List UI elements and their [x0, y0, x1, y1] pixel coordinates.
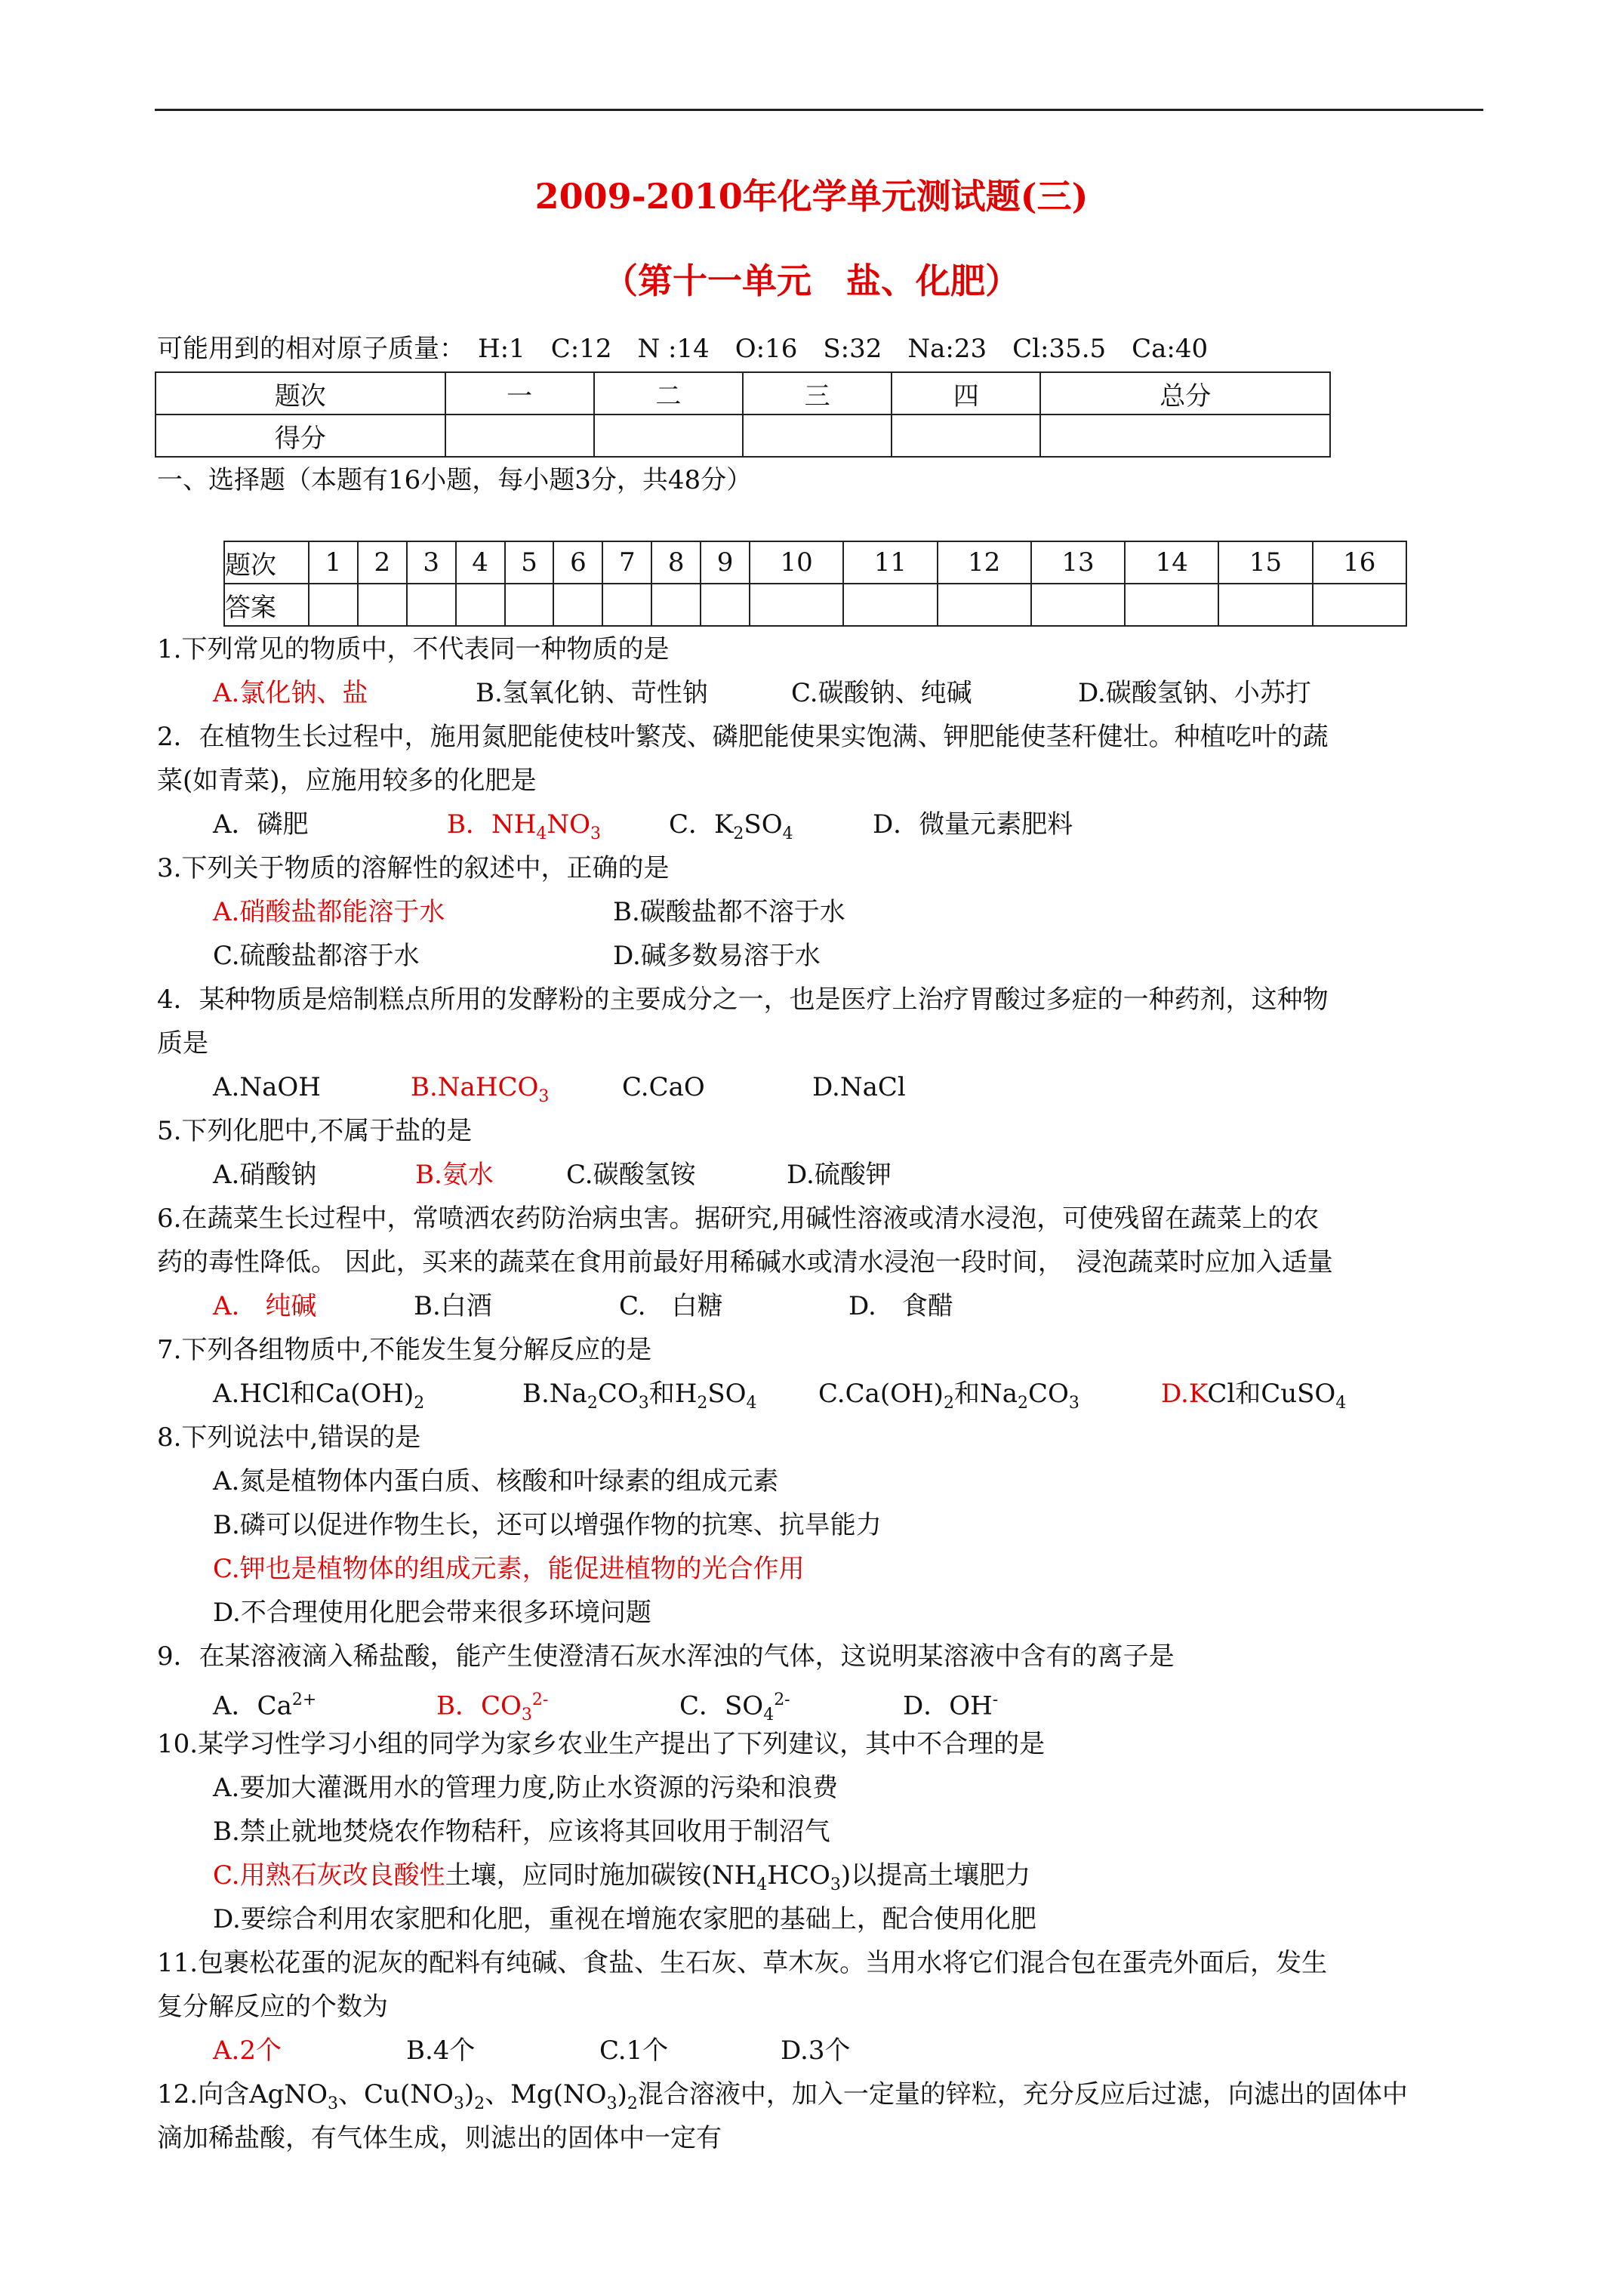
q7-option-c-text: C.Ca(OH): [818, 1379, 944, 1409]
q9-option-c: [679, 1684, 903, 1732]
q5-option-d: D.硫酸钾: [787, 1160, 892, 1190]
page-subtitle: （第十一单元 盐、化肥）: [603, 260, 1020, 301]
q10-option-a: A.要加大灌溉用水的管理力度,防止水资源的污染和浪费: [213, 1773, 839, 1803]
q4-stem-line2: 质是: [157, 1028, 208, 1059]
answer-table-row: [224, 584, 1406, 626]
q10-option-c-text: C.用熟石灰改良酸性: [213, 1860, 445, 1891]
q7-option-b: [522, 1377, 818, 1420]
q7-option-c-sub: 2: [943, 1393, 954, 1413]
q4-stem-line1: 4．某种物质是焙制糕点所用的发酵粉的主要成分之一，也是医疗上治疗胃酸过多症的一种药剂，这种物: [157, 985, 1329, 1015]
answer-cell: [1313, 584, 1406, 626]
answer-number-cell: 5: [505, 541, 554, 584]
q4-option-b-sub: 3: [538, 1086, 550, 1106]
q12-stem-line1: [157, 2078, 1408, 2121]
q9-option-a-sup: 2+: [291, 1690, 317, 1709]
q6-option-c: C. 白糖: [619, 1291, 723, 1321]
q2-options: [213, 808, 1073, 851]
q9-option-a-text: A．Ca: [213, 1690, 292, 1721]
q7-option-d-sub: 4: [1335, 1393, 1347, 1413]
q7-option-a-text: A.HCl和Ca(OH): [213, 1379, 414, 1409]
q12-text: 、Cu(NO: [338, 2079, 454, 2110]
q4-option-a: A.NaOH: [213, 1072, 321, 1102]
q7-option-b-sub: 4: [746, 1393, 757, 1413]
answer-number-cell: 1: [309, 541, 358, 584]
q3-option-a: A.硝酸盐都能溶于水: [213, 897, 445, 927]
answer-number-cell: 15: [1218, 541, 1312, 584]
q2-option-c-text: C．K: [669, 809, 734, 840]
q9-option-d-sup: -: [992, 1690, 999, 1709]
q9-options: [213, 1684, 998, 1732]
q9-option-b: [436, 1684, 679, 1732]
q7-option-b-text: CO: [597, 1379, 639, 1409]
answer-cell: [701, 584, 750, 626]
answer-cell: [1031, 584, 1125, 626]
score-header-cell: 总分: [1040, 372, 1330, 415]
q8-option-d: D.不合理使用化肥会带来很多环境问题: [213, 1598, 651, 1628]
q10-option-c: [213, 1859, 1030, 1902]
q6-stem-line2: 药的毒性降低。 因此，买来的蔬菜在食用前最好用稀碱水或清水浸泡一段时间， 浸泡蔬菜时应加入适量: [157, 1247, 1333, 1277]
q11-option-b: B.4个: [406, 2036, 476, 2066]
q7-stem: 7.下列各组物质中,不能发生复分解反应的是: [157, 1335, 652, 1365]
q10-option-d: D.要综合利用农家肥和化肥，重视在增施农家肥的基础上，配合使用化肥: [213, 1904, 1036, 1934]
q12-sub: 3: [606, 2094, 617, 2113]
q2-option-b-text: NO: [547, 809, 591, 840]
q11-option-c: C.1个: [599, 2036, 669, 2066]
score-cell: [743, 415, 892, 457]
q3-options-row2: [213, 939, 821, 972]
q2-option-b-sub: 3: [590, 824, 602, 843]
q11-option-a: A.2个: [213, 2036, 282, 2066]
q7-option-b-sub: 2: [587, 1393, 598, 1413]
q5-options: [213, 1158, 892, 1191]
q11-options: [213, 2034, 851, 2067]
q9-option-c-sub: 4: [763, 1706, 775, 1725]
q9-option-b-sup: 2-: [531, 1690, 549, 1709]
answer-cell: [843, 584, 937, 626]
page-title: 2009-2010年化学单元测试题(三): [534, 176, 1089, 217]
q12-sub: 3: [328, 2094, 339, 2113]
q9-option-c-sup: 2-: [774, 1690, 790, 1709]
answer-cell: [1125, 584, 1218, 626]
q12-text: 、Mg(NO: [485, 2079, 607, 2110]
q7-option-a: [213, 1377, 522, 1420]
score-header-cell: 四: [892, 372, 1040, 415]
q7-option-d-text: D.K: [1161, 1379, 1208, 1409]
answer-number-cell: 13: [1031, 541, 1125, 584]
q7-option-a-sub: 2: [414, 1393, 425, 1413]
q7-option-c-sub: 3: [1068, 1393, 1079, 1413]
q3-options-row1: [213, 895, 845, 929]
q2-option-b-sub: 4: [536, 824, 547, 843]
q5-option-c: C.碳酸氢铵: [566, 1160, 696, 1190]
q8-option-a: A.氮是植物体内蛋白质、核酸和叶绿素的组成元素: [213, 1466, 779, 1496]
q3-option-d: D.碱多数易溶于水: [613, 941, 821, 971]
q2-stem-line1: 2．在植物生长过程中，施用氮肥能使枝叶繁茂、磷肥能使果实饱满、钾肥能使茎秆健壮。种植吃叶的蔬: [157, 722, 1329, 752]
answer-cell: [553, 584, 602, 626]
q11-stem-line1: 11.包裹松花蛋的泥灰的配料有纯碱、食盐、生石灰、草木灰。当用水将它们混合包在蛋壳外面后，发生: [157, 1948, 1328, 1978]
q9-option-b-sub: 3: [521, 1706, 532, 1725]
atomic-masses: 可能用到的相对原子质量： H:1 C:12 N :14 O:16 S:32 Na:23 Cl:35.5 Ca:40: [157, 334, 1209, 364]
answer-cell: [358, 584, 407, 626]
q10-option-c-sub: 3: [830, 1875, 841, 1894]
q2-option-c-text: SO: [744, 809, 783, 840]
score-cell: [594, 415, 743, 457]
q1-option-d: D.碳酸氢钠、小苏打: [1078, 678, 1311, 708]
q9-option-d: [903, 1684, 998, 1722]
q4-option-b-text: B.NaHCO: [411, 1072, 539, 1102]
score-header-cell: 二: [594, 372, 743, 415]
q6-option-d: D. 食醋: [848, 1291, 953, 1321]
q6-option-b: B.白酒: [414, 1291, 492, 1321]
q7-option-b-sub: 2: [697, 1393, 708, 1413]
score-table-row: [156, 415, 1330, 457]
answer-cell: [407, 584, 456, 626]
q2-stem-line2: 菜(如青菜)，应施用较多的化肥是: [157, 766, 537, 796]
answer-number-cell: 4: [456, 541, 505, 584]
q6-option-a: A. 纯碱: [213, 1291, 317, 1321]
q6-stem-line1: 6.在蔬菜生长过程中，常喷洒农药防治病虫害。据研究,用碱性溶液或清水浸泡，可使残留在蔬菜上的农: [157, 1203, 1320, 1234]
q7-option-d: [1161, 1377, 1346, 1420]
q10-option-c-text: 土壤，应同时施加碳铵(NH: [445, 1860, 757, 1891]
header-rule: [155, 109, 1483, 111]
q1-options: [213, 676, 1311, 710]
answer-number-cell: 8: [651, 541, 701, 584]
answer-number-cell: 3: [407, 541, 456, 584]
answer-number-cell: 16: [1313, 541, 1406, 584]
answer-number-cell: 14: [1125, 541, 1218, 584]
q10-option-c-text: HCO: [767, 1860, 830, 1891]
score-row-label: 得分: [156, 415, 445, 457]
q7-option-d-text: Cl和CuSO: [1207, 1379, 1336, 1409]
q3-stem: 3.下列关于物质的溶解性的叙述中，正确的是: [157, 853, 670, 883]
answer-table: [223, 541, 1407, 627]
q2-option-b-text: B．NH: [447, 809, 537, 840]
q10-option-c-text: )以提高土壤肥力: [840, 1860, 1031, 1891]
q9-option-d-text: D．OH: [903, 1690, 993, 1721]
q2-option-c-sub: 2: [733, 824, 744, 843]
answer-cell: [309, 584, 358, 626]
q3-option-c: C.硫酸盐都溶于水: [213, 941, 420, 971]
q3-option-b: B.碳酸盐都不溶于水: [613, 897, 845, 927]
answer-header-label: 题次: [224, 541, 309, 584]
q5-option-b: B.氨水: [415, 1160, 494, 1190]
q7-option-c-sub: 2: [1017, 1393, 1028, 1413]
answer-cell: [505, 584, 554, 626]
answer-cell: [651, 584, 701, 626]
q2-option-a: A．磷肥: [213, 809, 309, 840]
q12-text: ): [463, 2079, 475, 2110]
q9-option-b-text: B．CO: [436, 1690, 522, 1721]
q1-option-b: B.氢氧化钠、苛性钠: [476, 678, 708, 708]
q4-options: [213, 1071, 906, 1114]
q2-option-b: [447, 808, 669, 851]
q4-option-c: C.CaO: [622, 1072, 705, 1102]
q12-text: 混合溶液中，加入一定量的锌粒，充分反应后过滤，向滤出的固体中: [637, 2079, 1408, 2110]
q5-option-a: A.硝酸钠: [213, 1160, 317, 1190]
score-cell: [892, 415, 1040, 457]
q7-option-c: [818, 1377, 1161, 1420]
q12-sub: 3: [453, 2094, 464, 2113]
q5-stem: 5.下列化肥中,不属于盐的是: [157, 1116, 473, 1146]
q8-option-b: B.磷可以促进作物生长，还可以增强作物的抗寒、抗旱能力: [213, 1510, 882, 1540]
q2-option-d: D．微量元素肥料: [873, 809, 1073, 840]
score-cell: [1040, 415, 1330, 457]
q12-text: ): [617, 2079, 627, 2110]
q7-option-b-text: B.Na: [522, 1379, 587, 1409]
q12-text: 12.向含AgNO: [157, 2079, 328, 2110]
answer-number-cell: 7: [602, 541, 651, 584]
score-header-cell: 一: [445, 372, 594, 415]
section1-heading: 一、选择题（本题有16小题，每小题3分，共48分）: [157, 465, 753, 495]
q10-stem: 10.某学习性学习小组的同学为家乡农业生产提出了下列建议，其中不合理的是: [157, 1729, 1046, 1759]
answer-cell: [456, 584, 505, 626]
q9-option-a: [213, 1684, 436, 1722]
q6-options: [213, 1290, 953, 1323]
answer-number-cell: 10: [750, 541, 843, 584]
score-cell: [445, 415, 594, 457]
q2-option-c: [669, 808, 873, 851]
q10-option-c-sub: 4: [756, 1875, 768, 1894]
q1-option-a: A.氯化钠、盐: [213, 678, 368, 708]
answer-number-cell: 12: [938, 541, 1031, 584]
q4-option-b: [411, 1071, 622, 1114]
answer-cell: [750, 584, 843, 626]
score-header-cell: 题次: [156, 372, 445, 415]
answer-table-header-row: [224, 541, 1406, 584]
q7-option-b-sub: 3: [638, 1393, 649, 1413]
q12-sub: 2: [627, 2094, 638, 2113]
q12-stem-line2: 滴加稀盐酸，有气体生成，则滤出的固体中一定有: [157, 2123, 722, 2153]
answer-number-cell: 6: [553, 541, 602, 584]
q11-option-d: D.3个: [781, 2036, 851, 2066]
answer-cell: [1218, 584, 1312, 626]
q9-stem: 9．在某溶液滴入稀盐酸，能产生使澄清石灰水浑浊的气体，这说明某溶液中含有的离子是: [157, 1641, 1175, 1672]
answer-cell: [602, 584, 651, 626]
score-table-header-row: [156, 372, 1330, 415]
score-table: [155, 371, 1331, 458]
answer-number-cell: 11: [843, 541, 937, 584]
q7-option-c-text: 和Na: [953, 1379, 1018, 1409]
q4-option-d: D.NaCl: [812, 1072, 906, 1102]
q1-option-c: C.碳酸钠、纯碱: [791, 678, 972, 708]
score-header-cell: 三: [743, 372, 892, 415]
q7-options: [213, 1377, 1346, 1420]
answer-cell: [938, 584, 1031, 626]
q1-stem: 1.下列常见的物质中，不代表同一种物质的是: [157, 634, 670, 664]
q10-option-b: B.禁止就地焚烧农作物秸秆，应该将其回收用于制沼气: [213, 1817, 830, 1847]
answer-number-cell: 9: [701, 541, 750, 584]
q12-sub: 2: [474, 2094, 485, 2113]
answer-number-cell: 2: [358, 541, 407, 584]
answer-row-label: 答案: [224, 584, 309, 626]
q11-stem-line2: 复分解反应的个数为: [157, 1992, 388, 2022]
q7-option-c-text: CO: [1027, 1379, 1069, 1409]
q7-option-b-text: SO: [707, 1379, 747, 1409]
q8-option-c: C.钾也是植物体的组成元素，能促进植物的光合作用: [213, 1554, 805, 1584]
q9-option-c-text: C．SO: [679, 1690, 764, 1721]
q7-option-b-text: 和H: [648, 1379, 698, 1409]
q2-option-c-sub: 4: [782, 824, 793, 843]
q8-stem: 8.下列说法中,错误的是: [157, 1422, 421, 1453]
